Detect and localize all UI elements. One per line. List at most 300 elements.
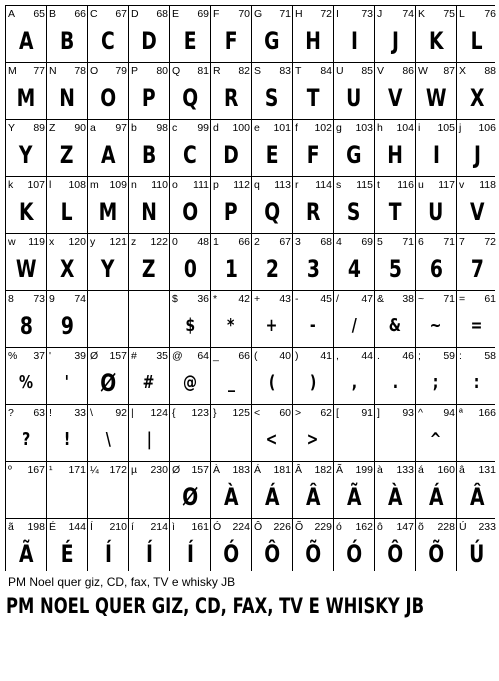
- glyph-sample: [47, 24, 87, 58]
- glyph-sample-text: Ô: [387, 540, 403, 568]
- glyph-char-label: Á: [254, 464, 262, 476]
- glyph-header: [336, 64, 373, 78]
- glyph-code-label: 99: [197, 122, 209, 134]
- glyph-cell: [293, 462, 333, 518]
- glyph-cell: [129, 63, 169, 119]
- glyph-char-label: ã: [8, 521, 14, 533]
- glyph-char-label: W: [418, 65, 428, 77]
- glyph-cell: [375, 405, 415, 461]
- glyph-header: [8, 121, 45, 135]
- glyph-header: [90, 520, 127, 534]
- glyph-code-label: 116: [397, 179, 414, 191]
- glyph-code-label: 183: [232, 464, 250, 476]
- glyph-char-label: µ: [131, 464, 138, 476]
- glyph-char-label: c: [172, 122, 178, 134]
- glyph-char-label: ): [295, 350, 299, 362]
- glyph-sample-text: 5: [388, 255, 402, 283]
- glyph-sample: [170, 537, 210, 571]
- glyph-sample-text: P: [142, 84, 156, 112]
- glyph-char-label: ¼: [90, 464, 99, 476]
- glyph-sample-text: Ô: [264, 540, 280, 568]
- glyph-cell: [457, 462, 497, 518]
- glyph-cell: [170, 177, 210, 233]
- glyph-sample-text: A: [100, 141, 116, 169]
- glyph-code-label: 228: [437, 521, 455, 533]
- glyph-code-label: 35: [156, 350, 168, 362]
- glyph-header: [459, 406, 496, 420]
- glyph-code-label: 147: [396, 521, 414, 533]
- glyph-sample-text: R: [305, 198, 321, 226]
- glyph-cell: [416, 234, 456, 290]
- glyph-cell: [170, 462, 210, 518]
- glyph-code-label: 172: [109, 464, 127, 476]
- glyph-sample-text: K: [18, 198, 34, 226]
- glyph-char-label: ~: [418, 293, 425, 305]
- glyph-cell: [6, 6, 46, 62]
- glyph-sample: [252, 81, 292, 115]
- glyph-char-label: õ: [418, 521, 424, 533]
- glyph-sample: [170, 195, 210, 229]
- glyph-header: [90, 349, 127, 363]
- glyph-sample: [334, 366, 374, 400]
- glyph-sample-text: 9: [60, 312, 74, 340]
- glyph-sample: [293, 480, 333, 514]
- glyph-header: [459, 121, 496, 135]
- glyph-cell: [375, 462, 415, 518]
- glyph-sample-text: L: [471, 27, 483, 55]
- glyph-header: [49, 178, 86, 192]
- glyph-sample: [211, 309, 251, 343]
- glyph-sample: [375, 252, 415, 286]
- glyph-char-label: n: [131, 179, 137, 191]
- glyph-code-label: 124: [150, 407, 168, 419]
- glyph-char-label: %: [8, 350, 18, 362]
- glyph-code-label: 166: [478, 407, 496, 419]
- glyph-char-label: $: [172, 293, 178, 305]
- glyph-header: [172, 121, 209, 135]
- glyph-sample: [416, 480, 456, 514]
- glyph-char-label: s: [336, 179, 342, 191]
- glyph-code-label: 39: [74, 350, 86, 362]
- glyph-sample: [47, 480, 87, 514]
- glyph-sample: [129, 138, 169, 172]
- glyph-cell: [88, 177, 128, 233]
- glyph-cell: [457, 348, 497, 404]
- glyph-sample-text: .: [392, 372, 398, 393]
- glyph-sample: [334, 81, 374, 115]
- glyph-cell: [88, 6, 128, 62]
- glyph-header: [254, 406, 291, 420]
- glyph-char-label: ¹: [49, 464, 53, 476]
- glyph-sample-text: E: [183, 27, 197, 55]
- glyph-cell: [211, 63, 251, 119]
- glyph-sample-text: $: [185, 315, 195, 336]
- glyph-cell: [457, 63, 497, 119]
- glyph-cell: [416, 6, 456, 62]
- glyph-sample-text: >: [307, 429, 319, 450]
- glyph-code-label: 80: [156, 65, 168, 77]
- glyph-header: [172, 520, 209, 534]
- glyph-code-label: 94: [443, 407, 455, 419]
- glyph-sample: [211, 24, 251, 58]
- glyph-cell: [47, 405, 87, 461]
- glyph-char-label: D: [131, 8, 139, 20]
- glyph-header: [418, 7, 455, 21]
- glyph-sample-text: W: [425, 84, 447, 112]
- glyph-header: [213, 406, 250, 420]
- glyph-cell: [334, 120, 374, 176]
- glyph-code-label: 82: [238, 65, 250, 77]
- glyph-sample-text: 0: [183, 255, 197, 283]
- glyph-header: [49, 463, 86, 477]
- glyph-header: [459, 178, 496, 192]
- glyph-header: [295, 349, 332, 363]
- glyph-code-label: 86: [402, 65, 414, 77]
- glyph-header: [459, 235, 496, 249]
- glyph-code-label: 181: [273, 464, 291, 476]
- glyph-sample-text: G: [264, 27, 280, 55]
- glyph-char-label: *: [213, 293, 218, 305]
- glyph-sample-text: +: [266, 315, 278, 336]
- glyph-sample-text: T: [388, 198, 402, 226]
- glyph-header: [295, 235, 332, 249]
- glyph-cell: [47, 519, 87, 575]
- glyph-code-label: 72: [484, 236, 496, 248]
- glyph-code-label: 44: [361, 350, 373, 362]
- glyph-char-label: :: [459, 350, 462, 362]
- glyph-sample: [457, 309, 497, 343]
- glyph-char-label: p: [213, 179, 219, 191]
- glyph-sample-text: F: [224, 27, 238, 55]
- glyph-code-label: 46: [402, 350, 414, 362]
- glyph-sample-text: S: [347, 198, 361, 226]
- glyph-char-label: J: [377, 8, 383, 20]
- glyph-code-label: 87: [443, 65, 455, 77]
- glyph-sample: [293, 252, 333, 286]
- glyph-header: [295, 178, 332, 192]
- glyph-char-label: A: [8, 8, 16, 20]
- glyph-sample-text: 2: [265, 255, 279, 283]
- glyph-char-label: Q: [172, 65, 181, 77]
- glyph-char-label: F: [213, 8, 220, 20]
- glyph-code-label: 40: [279, 350, 291, 362]
- glyph-sample: [211, 81, 251, 115]
- glyph-code-label: 37: [33, 350, 45, 362]
- glyph-sample: [375, 366, 415, 400]
- glyph-cell: [211, 234, 251, 290]
- glyph-sample: [6, 138, 46, 172]
- glyph-code-label: 41: [320, 350, 332, 362]
- glyph-char-label: ª: [459, 407, 463, 419]
- glyph-code-label: 113: [274, 179, 291, 191]
- glyph-sample: [88, 537, 128, 571]
- glyph-char-label: Õ: [295, 521, 304, 533]
- glyph-cell: [47, 234, 87, 290]
- glyph-char-label: ^: [418, 407, 423, 419]
- glyph-char-label: >: [295, 407, 302, 419]
- glyph-char-label: a: [90, 122, 96, 134]
- glyph-header: [131, 520, 168, 534]
- glyph-sample: [416, 366, 456, 400]
- glyph-code-label: 114: [315, 179, 332, 191]
- glyph-sample: [211, 138, 251, 172]
- glyph-cell: [375, 177, 415, 233]
- glyph-sample-text: I: [432, 141, 440, 169]
- glyph-sample-text: *: [227, 315, 235, 336]
- glyph-header: [336, 463, 373, 477]
- glyph-cell: [129, 177, 169, 233]
- glyph-cell: [129, 405, 169, 461]
- glyph-cell: [6, 120, 46, 176]
- glyph-cell: [88, 519, 128, 575]
- glyph-char-label: 3: [295, 236, 301, 248]
- glyph-code-label: 85: [361, 65, 373, 77]
- glyph-header: [213, 121, 250, 135]
- glyph-sample: [375, 309, 415, 343]
- glyph-header: [172, 235, 209, 249]
- glyph-sample: [47, 81, 87, 115]
- glyph-code-label: 71: [443, 236, 455, 248]
- glyph-header: [418, 463, 455, 477]
- glyph-header: [418, 292, 455, 306]
- glyph-sample-text: ?: [21, 429, 31, 450]
- glyph-code-label: 77: [33, 65, 45, 77]
- glyph-char-label: Ø: [172, 464, 181, 476]
- glyph-char-label: <: [254, 407, 261, 419]
- glyph-char-label: }: [213, 407, 217, 419]
- glyph-char-label: !: [49, 407, 52, 419]
- glyph-cell: [170, 291, 210, 347]
- glyph-cell: [416, 291, 456, 347]
- glyph-cell: [375, 348, 415, 404]
- glyph-code-label: 98: [156, 122, 168, 134]
- glyph-sample: [252, 195, 292, 229]
- glyph-code-label: 106: [478, 122, 496, 134]
- glyph-header: [418, 349, 455, 363]
- glyph-char-label: 4: [336, 236, 342, 248]
- glyph-sample-text: Á: [264, 483, 280, 511]
- glyph-char-label: h: [377, 122, 383, 134]
- glyph-char-label: m: [90, 179, 99, 191]
- glyph-sample: [211, 423, 251, 457]
- glyph-header: [336, 7, 373, 21]
- glyph-cell: [47, 120, 87, 176]
- glyph-header: [295, 463, 332, 477]
- glyph-cell: [47, 63, 87, 119]
- glyph-cell: [211, 519, 251, 575]
- glyph-header: [295, 7, 332, 21]
- glyph-char-label: í: [131, 521, 134, 533]
- glyph-sample-text: ': [64, 372, 70, 393]
- glyph-sample-text: 8: [19, 312, 33, 340]
- glyph-cell: [211, 462, 251, 518]
- glyph-header: [172, 292, 209, 306]
- glyph-sample-text: M: [16, 84, 36, 112]
- glyph-code-label: 76: [484, 8, 496, 20]
- glyph-sample-text: :: [474, 372, 480, 393]
- glyph-sample: [334, 309, 374, 343]
- glyph-sample-text: W: [15, 255, 37, 283]
- glyph-header: [459, 292, 496, 306]
- glyph-cell: [416, 63, 456, 119]
- glyph-code-label: 144: [68, 521, 86, 533]
- glyph-char-label: f: [295, 122, 298, 134]
- glyph-char-label: i: [418, 122, 421, 134]
- glyph-cell: [334, 177, 374, 233]
- glyph-char-label: Â: [295, 464, 303, 476]
- glyph-header: [8, 64, 45, 78]
- glyph-sample-text: É: [60, 540, 74, 568]
- glyph-header: [8, 235, 45, 249]
- glyph-code-label: 229: [314, 521, 332, 533]
- glyph-char-label: Y: [8, 122, 16, 134]
- glyph-header: [213, 178, 250, 192]
- glyph-code-label: 70: [238, 8, 250, 20]
- glyph-cell: [334, 6, 374, 62]
- glyph-cell: [252, 63, 292, 119]
- glyph-char-label: ]: [377, 407, 380, 419]
- glyph-sample: [334, 537, 374, 571]
- glyph-header: [418, 406, 455, 420]
- glyph-code-label: 104: [396, 122, 414, 134]
- glyph-char-label: -: [295, 293, 299, 305]
- glyph-code-label: 47: [361, 293, 373, 305]
- glyph-cell: [457, 6, 497, 62]
- glyph-cell: [88, 462, 128, 518]
- glyph-sample: [129, 81, 169, 115]
- glyph-code-label: 74: [402, 8, 414, 20]
- glyph-char-label: y: [90, 236, 96, 248]
- glyph-sample: [457, 24, 497, 58]
- glyph-code-label: 125: [232, 407, 250, 419]
- glyph-char-label: À: [213, 464, 221, 476]
- glyph-sample-text: Ø: [100, 369, 116, 397]
- glyph-cell: [252, 291, 292, 347]
- glyph-sample-text: (: [268, 372, 276, 393]
- glyph-cell: [334, 519, 374, 575]
- glyph-header: [131, 349, 168, 363]
- glyph-char-label: ,: [336, 350, 339, 362]
- glyph-header: [336, 406, 373, 420]
- glyph-header: [336, 235, 373, 249]
- glyph-sample: [6, 423, 46, 457]
- glyph-code-label: 48: [197, 236, 209, 248]
- glyph-cell: [6, 177, 46, 233]
- glyph-cell: [252, 120, 292, 176]
- glyph-sample-text: 3: [306, 255, 320, 283]
- glyph-sample-text: Y: [101, 255, 115, 283]
- glyph-header: [377, 235, 414, 249]
- glyph-code-label: 160: [437, 464, 455, 476]
- glyph-sample: [252, 480, 292, 514]
- glyph-cell: [457, 177, 497, 233]
- glyph-header: [254, 520, 291, 534]
- glyph-code-label: 66: [238, 236, 250, 248]
- glyph-code-label: 97: [115, 122, 127, 134]
- glyph-sample: [293, 423, 333, 457]
- glyph-char-label: T: [295, 65, 302, 77]
- glyph-code-label: 64: [197, 350, 209, 362]
- glyph-sample-text: L: [61, 198, 73, 226]
- glyph-header: [418, 235, 455, 249]
- glyph-sample: [170, 252, 210, 286]
- glyph-char-label: d: [213, 122, 219, 134]
- glyph-code-label: 78: [74, 65, 86, 77]
- glyph-char-label: 1: [213, 236, 219, 248]
- glyph-char-label: ó: [336, 521, 342, 533]
- glyph-cell: [293, 291, 333, 347]
- glyph-sample-text: M: [98, 198, 118, 226]
- glyph-char-label: 8: [8, 293, 14, 305]
- glyph-sample: [6, 366, 46, 400]
- glyph-char-label: 2: [254, 236, 260, 248]
- glyph-sample: [129, 24, 169, 58]
- glyph-char-label: B: [49, 8, 57, 20]
- glyph-sample: [416, 138, 456, 172]
- glyph-sample-text: ;: [433, 372, 439, 393]
- glyph-code-label: 66: [238, 350, 250, 362]
- glyph-cell: [47, 177, 87, 233]
- glyph-sample-text: Â: [305, 483, 321, 511]
- glyph-header: [49, 292, 86, 306]
- glyph-cell: [252, 234, 292, 290]
- glyph-sample: [457, 252, 497, 286]
- glyph-header: [295, 406, 332, 420]
- glyph-header: [377, 463, 414, 477]
- glyph-sample-text: D: [223, 141, 239, 169]
- glyph-cell: [334, 291, 374, 347]
- glyph-header: [254, 292, 291, 306]
- glyph-sample-text: E: [265, 141, 279, 169]
- glyph-code-label: 33: [74, 407, 86, 419]
- empty-cell: [88, 291, 128, 347]
- glyph-header: [254, 121, 291, 135]
- glyph-sample: [293, 138, 333, 172]
- glyph-header: [213, 7, 250, 21]
- glyph-sample: [6, 81, 46, 115]
- glyph-sample-text: Í: [145, 540, 153, 568]
- glyph-header: [377, 292, 414, 306]
- glyph-header: [336, 520, 373, 534]
- glyph-sample-text: À: [223, 483, 239, 511]
- glyph-sample: [375, 480, 415, 514]
- glyph-code-label: 89: [33, 122, 45, 134]
- glyph-header: [49, 64, 86, 78]
- glyph-char-label: t: [377, 179, 380, 191]
- glyph-sample-text: Ã: [18, 540, 34, 568]
- glyph-sample: [170, 138, 210, 172]
- glyph-sample: [252, 423, 292, 457]
- glyph-char-label: z: [131, 236, 137, 248]
- glyph-sample-text: ): [309, 372, 317, 393]
- glyph-header: [49, 520, 86, 534]
- glyph-sample: [6, 252, 46, 286]
- glyph-sample-text: N: [59, 84, 75, 112]
- glyph-sample-text: Q: [182, 84, 198, 112]
- glyph-code-label: 117: [438, 179, 455, 191]
- glyph-sample: [211, 195, 251, 229]
- glyph-sample: [457, 366, 497, 400]
- glyph-char-label: \: [90, 407, 93, 419]
- glyph-char-label: á: [418, 464, 424, 476]
- glyph-code-label: 157: [191, 464, 209, 476]
- glyph-code-label: 92: [115, 407, 127, 419]
- glyph-header: [295, 64, 332, 78]
- glyph-cell: [375, 120, 415, 176]
- glyph-sample-text: Z: [142, 255, 156, 283]
- glyph-sample: [6, 24, 46, 58]
- glyph-char-label: U: [336, 65, 344, 77]
